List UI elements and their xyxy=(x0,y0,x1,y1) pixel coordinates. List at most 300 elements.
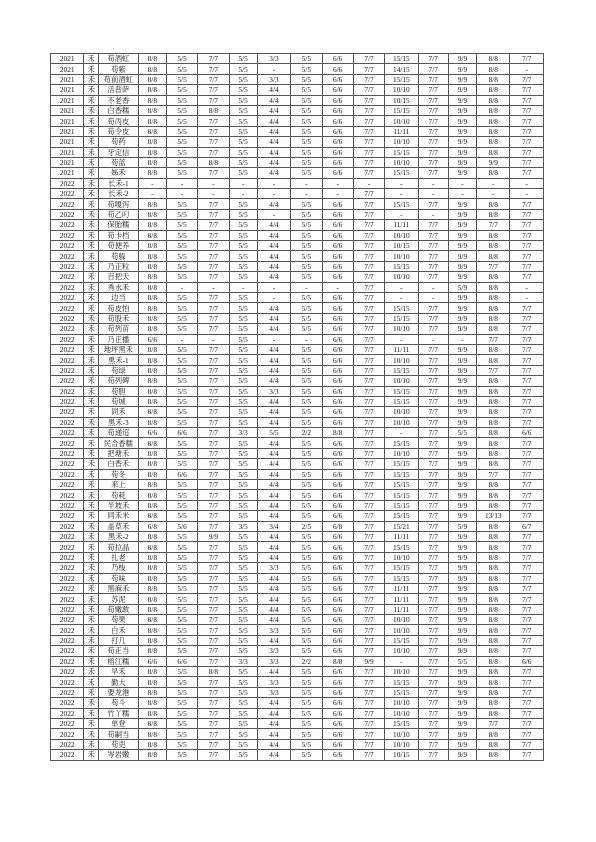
marker-ratio-cell: 7/7 xyxy=(418,677,448,687)
variety-name-cell: 打几 xyxy=(99,635,139,645)
year-cell: 2022 xyxy=(51,251,84,261)
variety-name-cell: 边当 xyxy=(99,292,139,302)
marker-ratio-cell: 2/5 xyxy=(291,521,322,531)
table-row xyxy=(51,261,544,271)
year-cell: 2022 xyxy=(51,708,84,718)
marker-ratio-cell: 10/10 xyxy=(385,230,418,240)
marker-ratio-cell: 5/5 xyxy=(291,438,322,448)
marker-ratio-cell: 5/5 xyxy=(229,594,257,604)
marker-ratio-cell: 7/7 xyxy=(418,459,448,469)
marker-ratio-cell: 5/5 xyxy=(166,241,197,251)
marker-ratio-cell: 9/9 xyxy=(448,313,476,323)
marker-ratio-cell: 5/5 xyxy=(291,687,322,697)
marker-ratio-cell: 5/5 xyxy=(229,469,257,479)
table-row xyxy=(51,583,544,593)
marker-ratio-cell: 7/7 xyxy=(198,500,229,510)
marker-ratio-cell: 5/5 xyxy=(291,74,322,84)
marker-ratio-cell: 7/7 xyxy=(510,147,544,157)
marker-ratio-cell: - xyxy=(385,428,418,438)
marker-ratio-cell: 7/7 xyxy=(353,480,384,490)
marker-ratio-cell: 8/8 xyxy=(138,448,166,458)
marker-ratio-cell: 7/7 xyxy=(418,407,448,417)
year-cell: 2022 xyxy=(51,594,84,604)
marker-ratio-cell: 4/4 xyxy=(257,739,290,749)
marker-ratio-cell: - xyxy=(418,282,448,292)
marker-ratio-cell: 5/5 xyxy=(166,625,197,635)
variety-name-cell: 苟嫩敢 xyxy=(99,604,139,614)
marker-ratio-cell: - xyxy=(166,334,197,344)
marker-ratio-cell: 7/7 xyxy=(198,324,229,334)
year-cell: 2022 xyxy=(51,386,84,396)
marker-ratio-cell: 5/5 xyxy=(229,615,257,625)
marker-ratio-cell: 8/8 xyxy=(138,563,166,573)
marker-ratio-cell: 7/7 xyxy=(198,459,229,469)
type-cell: 禾 xyxy=(84,698,99,708)
year-cell: 2022 xyxy=(51,563,84,573)
year-cell: 2022 xyxy=(51,292,84,302)
variety-name-cell: 盖草禾 xyxy=(99,521,139,531)
variety-name-cell: 同禾米 xyxy=(99,511,139,521)
marker-ratio-cell: 8/8 xyxy=(477,241,510,251)
table-row xyxy=(51,313,544,323)
table-row xyxy=(51,500,544,510)
marker-ratio-cell: 10/10 xyxy=(385,552,418,562)
marker-ratio-cell: 7/7 xyxy=(353,719,384,729)
variety-name-cell: 苟耗 xyxy=(99,490,139,500)
type-cell: 禾 xyxy=(84,324,99,334)
marker-ratio-cell: 5/5 xyxy=(229,54,257,64)
marker-ratio-cell: 4/4 xyxy=(257,500,290,510)
marker-ratio-cell: 7/7 xyxy=(418,573,448,583)
type-cell: 禾 xyxy=(84,313,99,323)
marker-ratio-cell: 8/8 xyxy=(138,687,166,697)
marker-ratio-cell: 6/6 xyxy=(322,324,353,334)
marker-ratio-cell: 7/7 xyxy=(353,511,384,521)
variety-name-cell: 岑岩嫩 xyxy=(99,750,139,760)
type-cell: 禾 xyxy=(84,241,99,251)
marker-ratio-cell: 5/5 xyxy=(291,500,322,510)
marker-ratio-cell: 8/8 xyxy=(477,604,510,614)
type-cell: 禾 xyxy=(84,677,99,687)
marker-ratio-cell: - xyxy=(385,209,418,219)
marker-ratio-cell: 5/5 xyxy=(229,376,257,386)
marker-ratio-cell: 7/7 xyxy=(510,677,544,687)
marker-ratio-cell: 10/15 xyxy=(385,95,418,105)
marker-ratio-cell: 15/15 xyxy=(385,168,418,178)
marker-ratio-cell: 7/7 xyxy=(198,594,229,604)
marker-ratio-cell: 7/7 xyxy=(510,438,544,448)
marker-ratio-cell: 5/5 xyxy=(291,750,322,760)
marker-ratio-cell: 8/8 xyxy=(138,708,166,718)
marker-ratio-cell: - xyxy=(510,189,544,199)
marker-ratio-cell: 5/5 xyxy=(229,147,257,157)
type-cell: 禾 xyxy=(84,511,99,521)
marker-ratio-cell: 7/7 xyxy=(418,355,448,365)
type-cell: 禾 xyxy=(84,739,99,749)
marker-ratio-cell: 5/5 xyxy=(166,126,197,136)
table-row xyxy=(51,480,544,490)
marker-ratio-cell: 5/5 xyxy=(229,407,257,417)
marker-ratio-cell: 5/5 xyxy=(229,137,257,147)
marker-ratio-cell: 10/10 xyxy=(385,137,418,147)
marker-ratio-cell: 7/7 xyxy=(353,521,384,531)
marker-ratio-cell: - xyxy=(510,282,544,292)
table-row xyxy=(51,615,544,625)
variety-name-cell: 苟躲 xyxy=(99,251,139,261)
marker-ratio-cell: 7/7 xyxy=(477,469,510,479)
marker-ratio-cell: 6/8 xyxy=(138,521,166,531)
marker-ratio-cell: 4/4 xyxy=(257,261,290,271)
marker-ratio-cell: 7/7 xyxy=(353,490,384,500)
marker-ratio-cell: 6/6 xyxy=(322,604,353,614)
marker-ratio-cell: 9/9 xyxy=(448,324,476,334)
marker-ratio-cell: 9/9 xyxy=(448,469,476,479)
type-cell: 禾 xyxy=(84,563,99,573)
marker-ratio-cell: 7/7 xyxy=(198,511,229,521)
marker-ratio-cell: 6/6 xyxy=(322,625,353,635)
variety-name-cell: 要龙港 xyxy=(99,687,139,697)
marker-ratio-cell: 5/5 xyxy=(229,729,257,739)
marker-ratio-cell: 6/6 xyxy=(322,292,353,302)
table-row xyxy=(51,646,544,656)
marker-ratio-cell: 7/7 xyxy=(198,85,229,95)
marker-ratio-cell: 7/7 xyxy=(198,272,229,282)
marker-ratio-cell: 4/4 xyxy=(257,511,290,521)
marker-ratio-cell: 8/8 xyxy=(138,199,166,209)
marker-ratio-cell: - xyxy=(229,189,257,199)
marker-ratio-cell: 5/5 xyxy=(166,85,197,95)
marker-ratio-cell: 4/4 xyxy=(257,241,290,251)
year-cell: 2022 xyxy=(51,750,84,760)
marker-ratio-cell: 5/5 xyxy=(291,511,322,521)
marker-ratio-cell: 9/9 xyxy=(448,303,476,313)
marker-ratio-cell: 7/7 xyxy=(418,646,448,656)
marker-ratio-cell: 7/7 xyxy=(510,313,544,323)
marker-ratio-cell: 5/5 xyxy=(229,272,257,282)
marker-ratio-cell: 7/7 xyxy=(353,698,384,708)
marker-ratio-cell: 4/4 xyxy=(257,376,290,386)
marker-ratio-cell: 7/7 xyxy=(510,531,544,541)
table-row xyxy=(51,750,544,760)
marker-ratio-cell: 8/8 xyxy=(138,469,166,479)
marker-ratio-cell: 7/7 xyxy=(510,635,544,645)
marker-ratio-cell: 5/5 xyxy=(166,261,197,271)
type-cell: 禾 xyxy=(84,656,99,666)
marker-ratio-cell: 7/7 xyxy=(353,313,384,323)
marker-ratio-cell: 6/6 xyxy=(322,583,353,593)
marker-ratio-cell: 10/10 xyxy=(385,615,418,625)
type-cell: 禾 xyxy=(84,251,99,261)
marker-ratio-cell: 9/9 xyxy=(448,698,476,708)
marker-ratio-cell: 7/7 xyxy=(198,708,229,718)
marker-ratio-cell: 5/5 xyxy=(229,355,257,365)
marker-ratio-cell: 6/6 xyxy=(322,396,353,406)
marker-ratio-cell: 7/7 xyxy=(510,729,544,739)
marker-ratio-cell: 8/8 xyxy=(138,282,166,292)
marker-ratio-cell: 7/7 xyxy=(418,199,448,209)
marker-ratio-cell: 5/5 xyxy=(229,126,257,136)
year-cell: 2022 xyxy=(51,511,84,521)
marker-ratio-cell: 13/13 xyxy=(477,511,510,521)
marker-ratio-cell: 5/5 xyxy=(229,64,257,74)
table-row xyxy=(51,365,544,375)
marker-ratio-cell: 5/5 xyxy=(291,615,322,625)
marker-ratio-cell: 8/8 xyxy=(138,157,166,167)
variety-name-cell: 牙定信 xyxy=(99,147,139,157)
marker-ratio-cell: 8/8 xyxy=(138,667,166,677)
marker-ratio-cell: 5/5 xyxy=(229,677,257,687)
marker-ratio-cell: 7/7 xyxy=(353,594,384,604)
type-cell: 禾 xyxy=(84,85,99,95)
marker-ratio-cell: 7/7 xyxy=(477,220,510,230)
marker-ratio-cell: 5/5 xyxy=(166,376,197,386)
marker-ratio-cell: 7/7 xyxy=(198,241,229,251)
marker-ratio-cell: 7/7 xyxy=(353,438,384,448)
marker-ratio-cell: 9/9 xyxy=(448,615,476,625)
variety-name-cell: 苟果 xyxy=(99,615,139,625)
marker-ratio-cell: 9/9 xyxy=(448,157,476,167)
marker-ratio-cell: 6/6 xyxy=(322,729,353,739)
marker-ratio-cell: 9/9 xyxy=(448,635,476,645)
marker-ratio-cell: - xyxy=(291,178,322,188)
marker-ratio-cell: 5/5 xyxy=(291,137,322,147)
marker-ratio-cell: 8/8 xyxy=(477,448,510,458)
marker-ratio-cell: 14/15 xyxy=(385,64,418,74)
year-cell: 2022 xyxy=(51,313,84,323)
marker-ratio-cell: 5/5 xyxy=(291,64,322,74)
marker-ratio-cell: 7/7 xyxy=(353,126,384,136)
marker-ratio-cell: 15/15 xyxy=(385,74,418,84)
marker-ratio-cell: 5/5 xyxy=(166,750,197,760)
marker-ratio-cell: 7/7 xyxy=(510,220,544,230)
marker-ratio-cell: 7/7 xyxy=(510,54,544,64)
marker-ratio-cell: - xyxy=(166,282,197,292)
marker-ratio-cell: 6/6 xyxy=(322,261,353,271)
marker-ratio-cell: 5/5 xyxy=(291,261,322,271)
type-cell: 禾 xyxy=(84,469,99,479)
marker-ratio-cell: 9/9 xyxy=(448,646,476,656)
marker-ratio-cell: 9/9 xyxy=(448,750,476,760)
marker-ratio-cell: 10/10 xyxy=(385,729,418,739)
marker-ratio-cell: - xyxy=(322,189,353,199)
marker-ratio-cell: 11/11 xyxy=(385,604,418,614)
marker-ratio-cell: 7/7 xyxy=(510,272,544,282)
marker-ratio-cell: 9/9 xyxy=(448,272,476,282)
table-row xyxy=(51,386,544,396)
marker-ratio-cell: 7/7 xyxy=(353,344,384,354)
marker-ratio-cell: 5/5 xyxy=(291,407,322,417)
marker-ratio-cell: 10/10 xyxy=(385,251,418,261)
marker-ratio-cell: 7/7 xyxy=(198,604,229,614)
marker-ratio-cell: 7/7 xyxy=(198,428,229,438)
marker-ratio-cell: 7/7 xyxy=(353,74,384,84)
marker-ratio-cell: 8/8 xyxy=(138,313,166,323)
marker-ratio-cell: 4/4 xyxy=(257,750,290,760)
marker-ratio-cell: 8/8 xyxy=(477,739,510,749)
marker-ratio-cell: 8/8 xyxy=(477,490,510,500)
marker-ratio-cell: 4/4 xyxy=(257,116,290,126)
marker-ratio-cell: 7/7 xyxy=(198,230,229,240)
marker-ratio-cell: 8/8 xyxy=(138,386,166,396)
table-row xyxy=(51,324,544,334)
table-row xyxy=(51,334,544,344)
marker-ratio-cell: 8/8 xyxy=(477,459,510,469)
marker-ratio-cell: 5/5 xyxy=(166,74,197,84)
marker-ratio-cell: 7/7 xyxy=(198,583,229,593)
marker-ratio-cell: 5/5 xyxy=(166,511,197,521)
variety-name-cell: 黑禾-1 xyxy=(99,355,139,365)
marker-ratio-cell: - xyxy=(257,189,290,199)
year-cell: 2022 xyxy=(51,583,84,593)
type-cell: 禾 xyxy=(84,417,99,427)
marker-ratio-cell: 7/7 xyxy=(418,480,448,490)
marker-ratio-cell: 7/7 xyxy=(198,209,229,219)
marker-ratio-cell: 6/6 xyxy=(322,719,353,729)
marker-ratio-cell: 9/9 xyxy=(448,230,476,240)
marker-ratio-cell: 7/7 xyxy=(198,261,229,271)
type-cell: 禾 xyxy=(84,396,99,406)
marker-ratio-cell: 5/5 xyxy=(166,635,197,645)
marker-ratio-cell: 7/7 xyxy=(418,147,448,157)
type-cell: 禾 xyxy=(84,355,99,365)
marker-ratio-cell: 7/7 xyxy=(418,448,448,458)
marker-ratio-cell: 8/8 xyxy=(477,396,510,406)
table-row xyxy=(51,563,544,573)
table-row xyxy=(51,739,544,749)
marker-ratio-cell: 7/7 xyxy=(353,552,384,562)
marker-ratio-cell: 7/7 xyxy=(510,459,544,469)
marker-ratio-cell: 5/5 xyxy=(291,386,322,396)
marker-ratio-cell: 5/5 xyxy=(291,365,322,375)
marker-ratio-cell: 5/5 xyxy=(166,344,197,354)
marker-ratio-cell: 7/7 xyxy=(198,490,229,500)
marker-ratio-cell: 7/7 xyxy=(510,105,544,115)
variety-name-cell: 苟嗄泻 xyxy=(99,199,139,209)
marker-ratio-cell: 9/9 xyxy=(448,344,476,354)
marker-ratio-cell: 7/7 xyxy=(510,241,544,251)
marker-ratio-cell: 9/9 xyxy=(448,376,476,386)
marker-ratio-cell: 6/6 xyxy=(322,500,353,510)
marker-ratio-cell: 5/5 xyxy=(229,116,257,126)
marker-ratio-cell: 7/7 xyxy=(477,334,510,344)
marker-ratio-cell: 5/5 xyxy=(166,448,197,458)
table-row xyxy=(51,428,544,438)
marker-ratio-cell: 10/10 xyxy=(385,355,418,365)
marker-ratio-cell: 5/5 xyxy=(166,542,197,552)
marker-ratio-cell: 5/5 xyxy=(166,573,197,583)
table-row xyxy=(51,635,544,645)
marker-ratio-cell: 7/7 xyxy=(418,157,448,167)
table-row xyxy=(51,168,544,178)
marker-ratio-cell: 5/5 xyxy=(291,292,322,302)
marker-ratio-cell: 7/7 xyxy=(198,615,229,625)
marker-ratio-cell: 5/5 xyxy=(291,116,322,126)
marker-ratio-cell: 9/9 xyxy=(448,74,476,84)
marker-ratio-cell: 8/8 xyxy=(477,95,510,105)
marker-ratio-cell: 7/7 xyxy=(198,719,229,729)
type-cell: 禾 xyxy=(84,635,99,645)
marker-ratio-cell: 8/8 xyxy=(138,230,166,240)
marker-ratio-cell: 9/9 xyxy=(448,386,476,396)
type-cell: 禾 xyxy=(84,116,99,126)
table-row xyxy=(51,251,544,261)
marker-ratio-cell: 7/7 xyxy=(198,542,229,552)
marker-ratio-cell: 4/4 xyxy=(257,199,290,209)
marker-ratio-cell: 10/15 xyxy=(385,750,418,760)
marker-ratio-cell: 9/9 xyxy=(448,95,476,105)
type-cell: 禾 xyxy=(84,220,99,230)
marker-ratio-cell: - xyxy=(291,282,322,292)
marker-ratio-cell: 7/7 xyxy=(198,687,229,697)
variety-name-cell: 保胎糯 xyxy=(99,220,139,230)
marker-ratio-cell: 5/5 xyxy=(166,698,197,708)
marker-ratio-cell: 7/7 xyxy=(510,386,544,396)
year-cell: 2022 xyxy=(51,178,84,188)
marker-ratio-cell: 5/5 xyxy=(229,511,257,521)
marker-ratio-cell: 11/11 xyxy=(385,594,418,604)
marker-ratio-cell: 8/8 xyxy=(138,116,166,126)
year-cell: 2021 xyxy=(51,126,84,136)
marker-ratio-cell: 7/7 xyxy=(353,168,384,178)
marker-ratio-cell: - xyxy=(418,292,448,302)
marker-ratio-cell: 7/7 xyxy=(510,667,544,677)
marker-ratio-cell: 8/8 xyxy=(477,168,510,178)
marker-ratio-cell: 8/8 xyxy=(477,428,510,438)
marker-ratio-cell: 9/9 xyxy=(448,531,476,541)
marker-ratio-cell: 5/5 xyxy=(229,490,257,500)
marker-ratio-cell: 15/15 xyxy=(385,261,418,271)
marker-ratio-cell: 8/8 xyxy=(138,698,166,708)
marker-ratio-cell: 11/11 xyxy=(385,344,418,354)
variety-name-cell: 苟绿 xyxy=(99,365,139,375)
marker-ratio-cell: 7/7 xyxy=(510,230,544,240)
marker-ratio-cell: 7/7 xyxy=(510,74,544,84)
type-cell: 禾 xyxy=(84,376,99,386)
marker-ratio-cell: 6/6 xyxy=(322,54,353,64)
year-cell: 2022 xyxy=(51,220,84,230)
marker-ratio-cell: 7/7 xyxy=(510,95,544,105)
marker-ratio-cell: 6/6 xyxy=(322,85,353,95)
marker-ratio-cell: 8/8 xyxy=(138,105,166,115)
year-cell: 2022 xyxy=(51,417,84,427)
table-row xyxy=(51,719,544,729)
marker-ratio-cell: 4/4 xyxy=(257,531,290,541)
type-cell: 禾 xyxy=(84,583,99,593)
marker-ratio-cell: 7/7 xyxy=(353,95,384,105)
marker-ratio-cell: 4/4 xyxy=(257,344,290,354)
marker-ratio-cell: 7/7 xyxy=(353,241,384,251)
variety-name-cell: 苟令皮 xyxy=(99,126,139,136)
marker-ratio-cell: 6/6 xyxy=(322,646,353,656)
spreadsheet-page xyxy=(50,53,544,761)
variety-name-cell: 榕江糯 xyxy=(99,656,139,666)
marker-ratio-cell: 4/4 xyxy=(257,272,290,282)
marker-ratio-cell: 4/4 xyxy=(257,230,290,240)
marker-ratio-cell: 7/7 xyxy=(353,157,384,167)
marker-ratio-cell: 5/5 xyxy=(291,85,322,95)
marker-ratio-cell: 10/10 xyxy=(385,667,418,677)
marker-ratio-cell: 6/6 xyxy=(322,511,353,521)
table-row xyxy=(51,74,544,84)
marker-ratio-cell: 6/6 xyxy=(166,469,197,479)
marker-ratio-cell: 6/6 xyxy=(322,480,353,490)
marker-ratio-cell: 5/5 xyxy=(229,563,257,573)
variety-name-cell: 不老香 xyxy=(99,95,139,105)
marker-ratio-cell: 15/15 xyxy=(385,313,418,323)
marker-ratio-cell: 7/7 xyxy=(418,324,448,334)
year-cell: 2022 xyxy=(51,199,84,209)
marker-ratio-cell: 6/6 xyxy=(322,64,353,74)
